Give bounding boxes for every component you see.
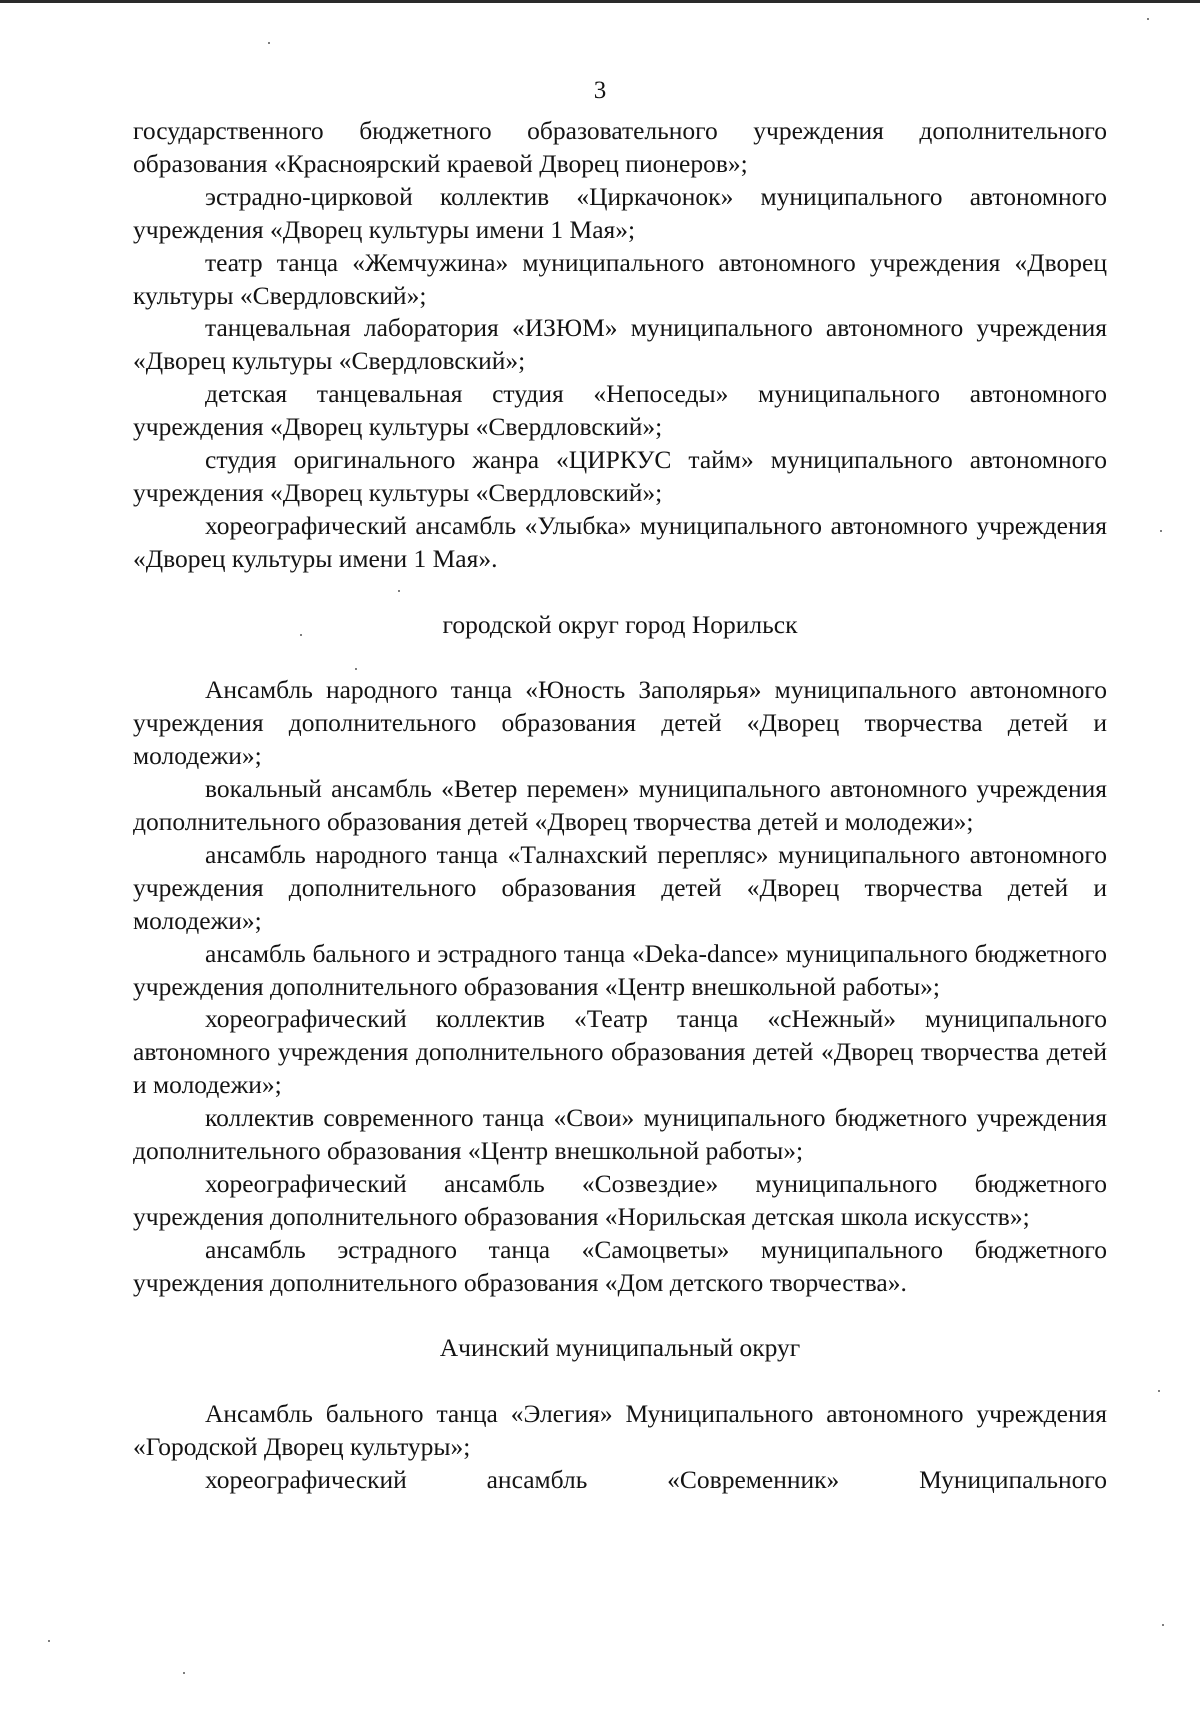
scan-speck (398, 590, 400, 592)
scan-speck (268, 42, 270, 44)
scan-speck (48, 1640, 50, 1642)
list-item: ансамбль народного танца «Талнахский перепляс» муниципального автономного учреждения дополнительного образования детей «Дворец творчества детей и молодежи»; (133, 839, 1107, 935)
scan-top-edge (0, 0, 1200, 3)
spacer (133, 641, 1107, 674)
list-item: коллектив современного танца «Свои» муниципального бюджетного учреждения дополнительного образования «Центр внешкольной работы»; (133, 1103, 1107, 1166)
scan-speck (183, 1672, 185, 1674)
page-number: 3 (593, 77, 607, 104)
list-item: ансамбль бального и эстрадного танца «Deka-dance» муниципального бюджетного учреждения дополнительного образования «Центр внешкольной работы»; (133, 938, 1107, 1001)
spacer (133, 576, 1107, 609)
document-body (133, 115, 1107, 1497)
continuation-paragraph: государственного бюджетного образовательного учреждения дополнительного образования «Красноярский краевой Дворец пионеров»; (133, 116, 1107, 178)
spacer (133, 1300, 1107, 1333)
list-item: танцевальная лаборатория «ИЗЮМ» муниципального автономного учреждения «Дворец культуры «Свердловский»; (133, 313, 1107, 376)
spacer (133, 1365, 1107, 1398)
list-item: хореографический ансамбль «Улыбка» муниципального автономного учреждения «Дворец культуры имени 1 Мая». (133, 510, 1107, 573)
scan-speck (355, 668, 357, 670)
scan-speck (300, 634, 302, 636)
scan-speck (1162, 1624, 1164, 1626)
list-item: ансамбль эстрадного танца «Самоцветы» муниципального бюджетного учреждения дополнительного образования «Дом детского творчества». (133, 1234, 1107, 1297)
list-item: студия оригинального жанра «ЦИРКУС тайм» муниципального автономного учреждения «Дворец культуры «Свердловский»; (133, 445, 1107, 507)
section-heading-norilsk: городской округ город Норильск (442, 609, 798, 639)
list-item: хореографический ансамбль «Созвездие» муниципального бюджетного учреждения дополнительного образования «Норильская детская школа искусств»; (133, 1168, 1107, 1231)
scan-speck (1158, 1390, 1160, 1392)
list-item: хореографический ансамбль «Современник» Муниципального (205, 1465, 1107, 1495)
list-item: Ансамбль бального танца «Элегия» Муниципального автономного учреждения «Городской Дворец культуры»; (133, 1399, 1107, 1462)
list-item: вокальный ансамбль «Ветер перемен» муниципального автономного учреждения дополнительного образования детей «Дворец творчества детей и молодежи»; (133, 774, 1107, 836)
section-heading-achinsk: Ачинский муниципальный округ (439, 1333, 801, 1363)
scan-speck (1147, 18, 1149, 20)
scan-speck (1160, 530, 1162, 532)
list-item: хореографический коллектив «Театр танца «сНежный» муниципального автономного учреждения дополнительного образования детей «Дворец творчества детей и молодежи»; (133, 1004, 1107, 1100)
list-item: эстрадно-цирковой коллектив «Циркачонок» муниципального автономного учреждения «Дворец культуры имени 1 Мая»; (133, 181, 1107, 244)
list-item: детская танцевальная студия «Непоседы» муниципального автономного учреждения «Дворец культуры «Свердловский»; (133, 379, 1107, 442)
list-item: Ансамбль народного танца «Юность Заполярья» муниципального автономного учреждения дополнительного образования детей «Дворец творчества детей и молодежи»; (133, 675, 1107, 771)
list-item: театр танца «Жемчужина» муниципального автономного учреждения «Дворец культуры «Свердловский»; (133, 247, 1107, 310)
